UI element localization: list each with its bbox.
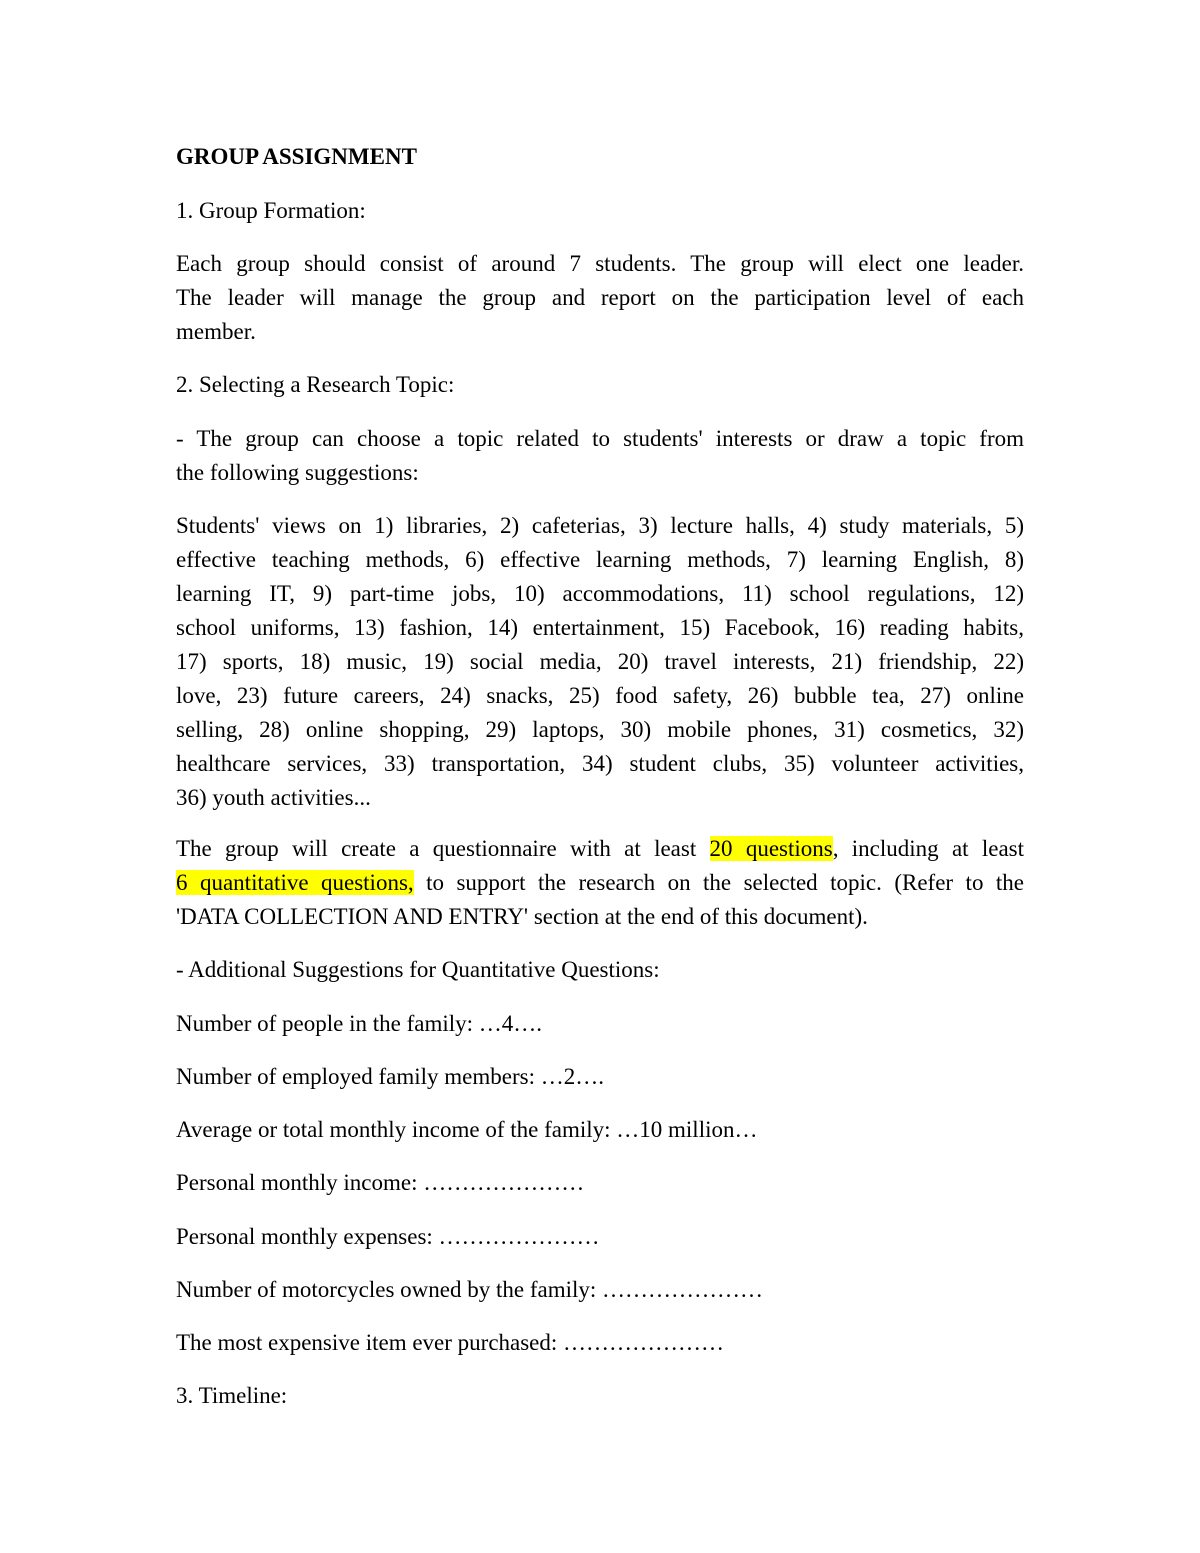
quantitative-item: Personal monthly income: …………………: [176, 1170, 585, 1195]
questionnaire-text: to support the research on the selected topic. (Refer to the: [413, 870, 1025, 895]
questionnaire-line-1: [176, 834, 1024, 864]
section-1-heading: 1. Group Formation:: [176, 198, 366, 223]
questionnaire-line-2: [176, 868, 1024, 898]
section-2-intro-line-2: the following suggestions:: [176, 460, 419, 485]
section-2-heading: 2. Selecting a Research Topic:: [176, 372, 455, 397]
section-3-heading: 3. Timeline:: [176, 1383, 288, 1408]
quantitative-item: Average or total monthly income of the family: …10 million…: [176, 1117, 758, 1142]
section-1-paragraph-line-3: member.: [176, 319, 256, 344]
topics-line-9: 36) youth activities...: [176, 785, 371, 810]
questionnaire-text: The group will create a questionnaire with at least: [176, 836, 710, 861]
quantitative-item: Personal monthly expenses: …………………: [176, 1224, 600, 1249]
topics-line-2: effective teaching methods, 6) effective learning methods, 7) learning English, 8): [176, 547, 1024, 572]
topics-line-7: selling, 28) online shopping, 29) laptops, 30) mobile phones, 31) cosmetics, 32): [176, 717, 1024, 742]
highlight-6-quantitative-questions: 6 quantitative questions,: [176, 870, 414, 895]
topics-line-3: learning IT, 9) part-time jobs, 10) accommodations, 11) school regulations, 12): [176, 581, 1024, 606]
topics-line-1: Students' views on 1) libraries, 2) cafeterias, 3) lecture halls, 4) study materials, 5): [176, 513, 1024, 538]
topics-line-5: 17) sports, 18) music, 19) social media, 20) travel interests, 21) friendship, 22): [176, 649, 1024, 674]
section-1-paragraph-line-1: Each group should consist of around 7 students. The group will elect one leader.: [176, 251, 1024, 276]
quantitative-item: Number of motorcycles owned by the family: …………………: [176, 1277, 764, 1302]
section-2-intro-line-1: - The group can choose a topic related to students' interests or draw a topic from: [176, 426, 1024, 451]
quantitative-item: Number of employed family members: …2….: [176, 1064, 604, 1089]
quantitative-item: The most expensive item ever purchased: …………………: [176, 1330, 725, 1355]
quantitative-item: Number of people in the family: …4….: [176, 1011, 543, 1036]
section-1-paragraph-line-2: The leader will manage the group and report on the participation level of each: [176, 285, 1024, 310]
topics-line-6: love, 23) future careers, 24) snacks, 25) food safety, 26) bubble tea, 27) online: [176, 683, 1024, 708]
questionnaire-line-3: 'DATA COLLECTION AND ENTRY' section at the end of this document).: [176, 904, 868, 929]
highlight-20-questions: 20 questions: [709, 836, 833, 861]
document-title: GROUP ASSIGNMENT: [176, 144, 417, 169]
additional-suggestions-heading: - Additional Suggestions for Quantitative Questions:: [176, 957, 660, 982]
topics-line-4: school uniforms, 13) fashion, 14) entertainment, 15) Facebook, 16) reading habits,: [176, 615, 1024, 640]
questionnaire-text: , including at least: [832, 836, 1024, 861]
topics-line-8: healthcare services, 33) transportation, 34) student clubs, 35) volunteer activities,: [176, 751, 1024, 776]
